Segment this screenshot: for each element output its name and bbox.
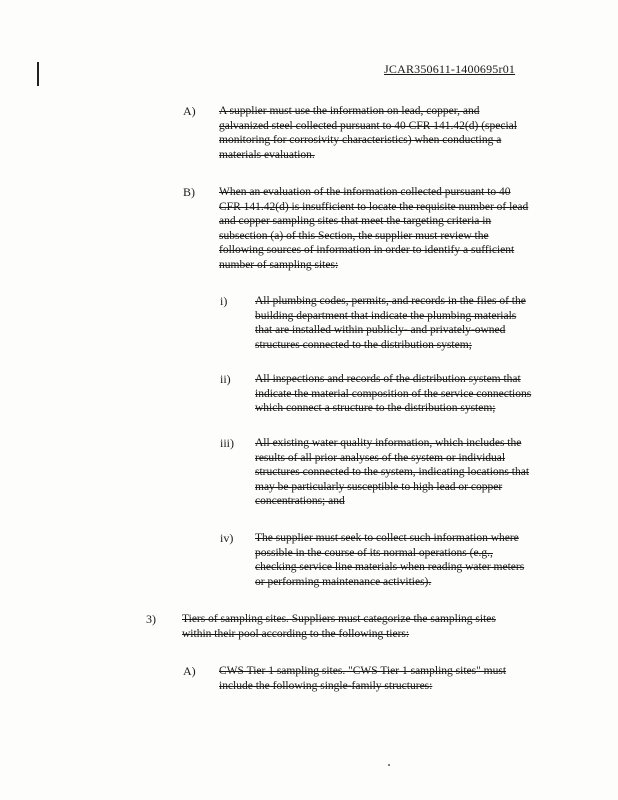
text-line: The supplier must seek to collect such information where — [255, 532, 519, 544]
item-i-text — [255, 294, 526, 352]
subsection-a-label: A) — [183, 104, 196, 118]
text-line: CFR 141.42(d) is insufficient to locate the requisite number of lead — [219, 200, 529, 213]
text-line: monitoring for corrosivity characteristics) when conducting a — [219, 134, 502, 147]
text-line: structures connected to the system, indicating locations that — [255, 466, 530, 479]
tier1-text — [219, 664, 506, 693]
text-line: within their pool according to the following tiers: — [182, 627, 410, 640]
section-3-text — [182, 612, 496, 641]
text-line: indicate the material composition of the service connections — [255, 387, 532, 400]
text-line: may be particularly susceptible to high lead or copper — [255, 480, 503, 493]
text-line: or performing maintenance activities). — [255, 575, 432, 588]
item-ii-text — [255, 372, 531, 416]
text-line: concentrations; and — [255, 495, 345, 508]
text-line: building department that indicate the plumbing materials — [255, 309, 517, 322]
item-iii-text — [255, 436, 529, 509]
scan-speck — [388, 764, 390, 766]
item-ii-label: ii) — [220, 372, 231, 386]
margin-change-bar — [37, 62, 39, 86]
text-line: All existing water quality information, which includes the — [255, 437, 522, 449]
text-line: possible in the course of its normal operations (e.g., — [255, 546, 493, 559]
text-line: include the following single-family structures: — [219, 679, 433, 692]
text-line: number of sampling sites: — [219, 258, 339, 271]
text-line: All inspections and records of the distribution system that — [255, 373, 521, 385]
text-line: following sources of information in order to identify a sufficient — [219, 244, 515, 257]
text-line: galvanized steel collected pursuant to 40 CFR 141.42(d) (special — [219, 119, 517, 132]
text-line: checking service line materials when reading water meters — [255, 561, 525, 574]
text-line: structures connected to the distribution system; — [255, 338, 472, 351]
text-line: which connect a structure to the distribution system; — [255, 402, 496, 415]
text-line: When an evaluation of the information collected pursuant to 40 — [219, 186, 511, 198]
item-i-label: i) — [220, 294, 228, 308]
subsection-b-text — [219, 185, 528, 273]
item-iv-text — [255, 531, 524, 589]
section-3-label: 3) — [146, 612, 156, 626]
text-line: results of all prior analyses of the system or individual — [255, 451, 506, 464]
text-line: CWS Tier 1 sampling sites. "CWS Tier 1 sampling sites" must — [219, 665, 507, 677]
text-line: All plumbing codes, permits, and records in the files of the — [255, 295, 526, 307]
text-line: A supplier must use the information on lead, copper, and — [219, 105, 480, 117]
text-line: that are installed within publicly- and privately-owned — [255, 324, 506, 337]
tier1-label: A) — [183, 664, 196, 678]
text-line: and copper sampling sites that meet the targeting criteria in — [219, 215, 492, 228]
document-id: JCAR350611-1400695r01 — [384, 62, 516, 76]
text-line: materials evaluation. — [219, 148, 315, 161]
item-iii-label: iii) — [220, 436, 234, 450]
subsection-a-text — [219, 104, 517, 162]
item-iv-label: iv) — [220, 531, 234, 545]
text-line: Tiers of sampling sites. Suppliers must categorize the sampling sites — [182, 613, 496, 625]
subsection-b-label: B) — [183, 185, 195, 199]
text-line: subsection (a) of this Section, the supplier must review the — [219, 229, 489, 242]
